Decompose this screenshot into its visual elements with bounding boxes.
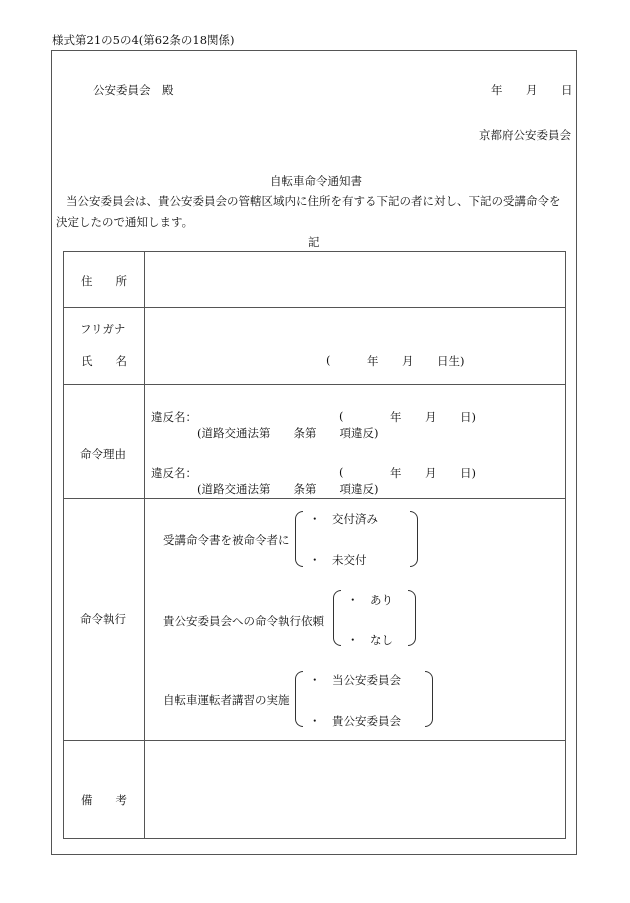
row-divider-3 [63, 498, 566, 499]
record-table [63, 251, 566, 839]
date-year: 年 [491, 83, 503, 97]
body-line-1: 当公安委員会は、貴公安委員会の管轄区域内に住所を有する下記の者に対し、下記の受講命令を [66, 194, 561, 208]
violation-2-day: 日) [460, 466, 476, 480]
birth-open: ( [326, 353, 331, 367]
exec-2-option-2: ・ なし [347, 633, 393, 647]
exec-3-option-1: ・ 当公安委員会 [309, 673, 401, 687]
exec-1-bracket-right [410, 511, 418, 567]
violation-1-year: 年 [390, 410, 402, 424]
exec-2-bracket-right [408, 590, 416, 646]
date-month: 月 [526, 83, 538, 97]
address-label: 住 所 [81, 274, 127, 288]
row-divider-1 [63, 307, 566, 308]
birth-day: 日生) [437, 354, 465, 368]
violation-1-law-ref: (道路交通法第 条第 項違反) [197, 426, 379, 440]
date-day: 日 [561, 83, 573, 97]
violation-1-day: 日) [460, 410, 476, 424]
violation-1-label: 違反名： [151, 410, 197, 424]
exec-1-option-2: ・ 未交付 [309, 553, 367, 567]
exec-3-bracket-left [295, 671, 303, 727]
exec-2-option-1: ・ あり [347, 593, 393, 607]
birth-year: 年 [367, 354, 379, 368]
document-title: 自転車命令通知書 [270, 174, 362, 188]
exec-2-bracket-left [333, 590, 341, 646]
addressee: 公安委員会 殿 [93, 83, 174, 97]
birth-month: 月 [402, 354, 414, 368]
reason-label: 命令理由 [80, 447, 126, 461]
exec-2-label: 貴公安委員会への命令執行依頼 [163, 614, 324, 628]
exec-1-bracket-left [295, 511, 303, 567]
violation-2-year: 年 [390, 466, 402, 480]
violation-2-month: 月 [425, 466, 437, 480]
issuer: 京都府公安委員会 [479, 128, 571, 142]
violation-1-month: 月 [425, 410, 437, 424]
exec-1-label: 受講命令書を被命令者に [163, 533, 290, 547]
row-divider-2 [63, 384, 566, 385]
form-id: 様式第21の5の4(第62条の18関係) [52, 33, 235, 47]
violation-2-open: ( [339, 465, 344, 479]
violation-1-open: ( [339, 409, 344, 423]
ki-label: 記 [308, 235, 320, 249]
violation-2-label: 違反名： [151, 466, 197, 480]
exec-3-option-2: ・ 貴公安委員会 [309, 714, 401, 728]
exec-3-bracket-right [425, 671, 433, 727]
body-line-2: 決定したので通知します。 [56, 215, 194, 229]
exec-1-option-1: ・ 交付済み [309, 512, 378, 526]
exec-3-label: 自転車運転者講習の実施 [163, 693, 290, 707]
name-label: 氏 名 [81, 354, 127, 368]
row-divider-4 [63, 740, 566, 741]
violation-2-law-ref: (道路交通法第 条第 項違反) [197, 482, 379, 496]
execution-label: 命令執行 [80, 612, 126, 626]
table-divider-vertical [144, 251, 145, 839]
remarks-label: 備 考 [81, 793, 127, 807]
furigana-label: フリガナ [80, 322, 126, 336]
